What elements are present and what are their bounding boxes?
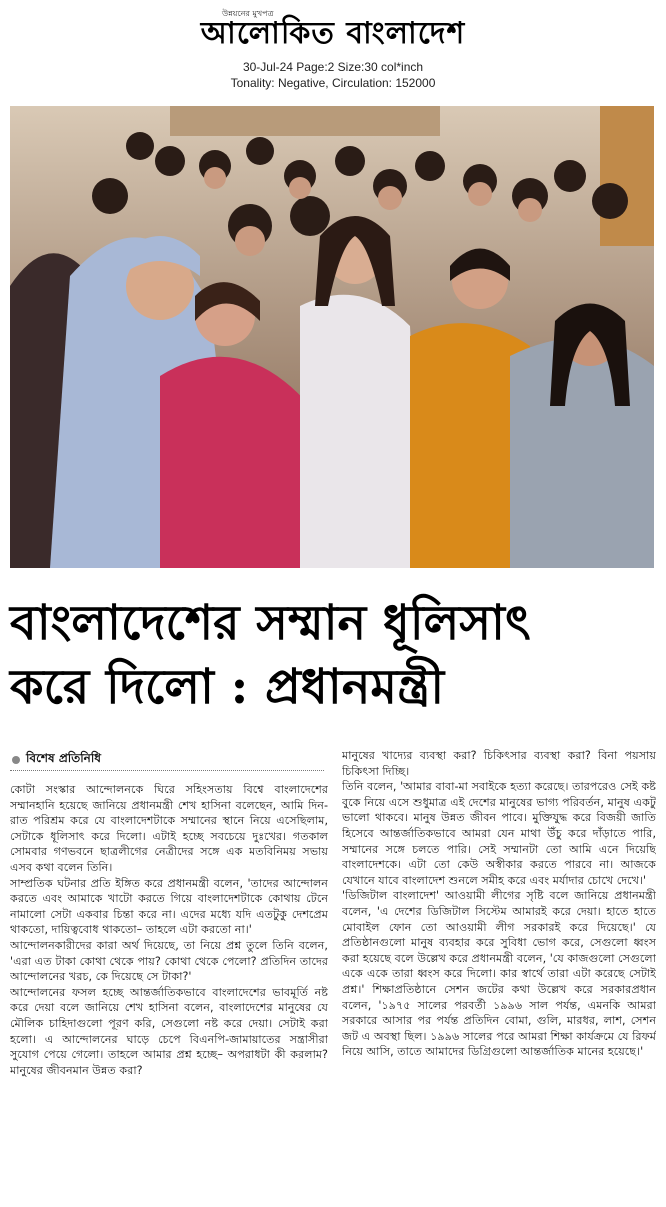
news-photo-illustration — [10, 106, 654, 568]
masthead — [0, 4, 666, 54]
article-paragraph: তিনি বলেন, 'আমার বাবা-মা সবাইকে হত্যা করেছে। তারপরেও সেই কষ্ট বুকে নিয়ে এসে শুধুমাত্র এই দেশের মানুষের ভাগ্য পরিবর্তন, মানুষ একটু ভালো থাকবে। মানুষ উন্নত জীবন পাবে। মুক্তিযুদ্ধ করে বিজয়ী জাতি হিসেবে আন্তর্জাতিকভাবে আমরা যেন মাথা উঁচু করে দাঁড়াতে পারি, সম্মানের সঙ্গে চলতে পারি। সেই সম্মানটা তো আমি এনে দিয়েছি বাংলাদেশকে। এটা তো কেউ অস্বীকার করতে পারবে না। আজকে যেখানে যাবে বাংলাদেশ শুনলে সমীহ করে এবং মর্যাদার চোখে দেখে।' — [342, 780, 656, 887]
masthead-tagline: উন্নয়নের মুখপত্র — [222, 9, 274, 18]
article-column-left — [10, 782, 328, 1202]
article-paragraph: আন্দোলনকারীদের কারা অর্থ দিয়েছে, তা নিয়ে প্রশ্ন তুলে তিনি বলেন, 'এরা এত টাকা কোথা থেকে পায়? কোথা থেকে পেলো? প্রতিদিন তাদের আন্দোলনের খরচ, কে দিয়েছে সে টাকা?' — [10, 938, 328, 984]
article-paragraph: মানুষের খাদ্যের ব্যবস্থা করা? চিকিৎসার ব্যবস্থা করা? বিনা পয়সায় চিকিৎসা দিচ্ছি। — [342, 749, 656, 778]
headline-line-1: বাংলাদেশের সম্মান ধূলিসাৎ — [10, 595, 531, 651]
newspaper-logo — [150, 14, 516, 54]
news-photo — [10, 106, 654, 568]
article-paragraph: কোটা সংস্কার আন্দোলনকে ঘিরে সহিংসতায় বিশ্বে বাংলাদেশের সম্মানহানি হয়েছে জানিয়ে প্রধানমন্ত্রী শেখ হাসিনা বলেছেন, আমি দিন-রাত পরিশ্রম করে যে বাংলাদেশটাকে সম্মানের স্থানে নিয়ে এসেছিলাম, সেটাকে ধূলিসাৎ করে দিলো। এটাই হচ্ছে সবচেয়ে দুঃখের। গতকাল সোমবার গণভবনে ছাত্রলীগের নেত্রীদের সঙ্গে এক মতবিনিময় সভায় এসব কথা বলেন তিনি। — [10, 783, 328, 874]
byline-divider — [10, 770, 324, 771]
article-paragraph: সাম্প্রতিক ঘটনার প্রতি ইঙ্গিত করে প্রধানমন্ত্রী বলেন, 'তাদের আন্দোলন করতে এবং আমাকে খাটো করতে গিয়ে বাংলাদেশটাকে কোথায় টেনে নামালো সেটা একবার চিন্তা করে না। এদের মধ্যে যদি এতটুকু দেশপ্রেম থাকতো, দায়িত্ববোধ থাকতো– তাহলে এটা করতো না।' — [10, 876, 328, 937]
article-paragraph: 'ডিজিটাল বাংলাদেশ' আওয়ামী লীগের সৃষ্টি বলে জানিয়ে প্রধানমন্ত্রী বলেন, 'এ দেশের ডিজিটাল সিস্টেম আমারই করে দেয়া। হাতে হাতে মোবাইল ফোন তো আওয়ামী লীগ সরকারই করে দিয়েছে।' যে প্রতিষ্ঠানগুলো মানুষ ব্যবহার করে সুবিধা ভোগ করে, সেগুলো ধ্বংস করা হয়েছে বলে উল্লেখ করে প্রধানমন্ত্রী বলেন, 'যে কাজগুলো সেগুলো একে একে তারা ধ্বংস করে দিলো। কার স্বার্থে তারা এটা করেছে সেটাই প্রশ্ন।' শিক্ষাপ্রতিষ্ঠানে সেশন জটের কথা উল্লেখ করে সরকারপ্রধান বলেন, '১৯৭৫ সালের পরবর্তী ১৯৯৬ সাল পর্যন্ত, এমনকি আমরা সরকারে আসার পর পর্যন্ত প্রতিদিন বোমা, গুলি, মারধর, লাশ, সেশন জট এ অবস্থা ছিল। ১৯৯৬ সালের পরে আমরা শিক্ষা কার্যক্রমে যে রিফর্ম নিয়ে আসি, তাতে আমাদের ডিগ্রিগুলো আন্তর্জাতিক মানের হয়েছে।' — [342, 889, 656, 1059]
clipping-meta-tonality: Tonality: Negative, Circulation: 152000 — [230, 76, 436, 90]
clipping-meta-date: 30-Jul-24 Page:2 Size:30 col*inch — [242, 60, 424, 74]
byline-text: বিশেষ প্রতিনিধি — [26, 751, 101, 765]
article-column-right — [342, 748, 656, 1200]
newspaper-title: আলোকিত বাংলাদেশ — [200, 15, 466, 51]
article-paragraph: আন্দোলনের ফসল হচ্ছে আন্তর্জাতিকভাবে বাংলাদেশের ভাবমূর্তি নষ্ট করে দেয়া বলে জানিয়ে শেখ হাসিনা বলেন, বাংলাদেশের মানুষের যে মৌলিক চাহিদাগুলো পূরণ করি, সেগুলো নষ্ট করে দেয়া। সেটাই করা হলো। এ আন্দোলনের ঘাড়ে চেপে বিএনপি-জামায়াতের সন্ত্রাসীরা সুযোগ পেয়ে গেলো। তাহলে আমার প্রশ্ন হচ্ছে– অপরাধটা কী করলাম? মানুষের জীবনমান উন্নত করা? — [10, 985, 328, 1077]
byline — [12, 750, 101, 770]
headline-line-2: করে দিলো : প্রধানমন্ত্রী — [10, 659, 445, 715]
bullet-icon — [12, 756, 20, 764]
